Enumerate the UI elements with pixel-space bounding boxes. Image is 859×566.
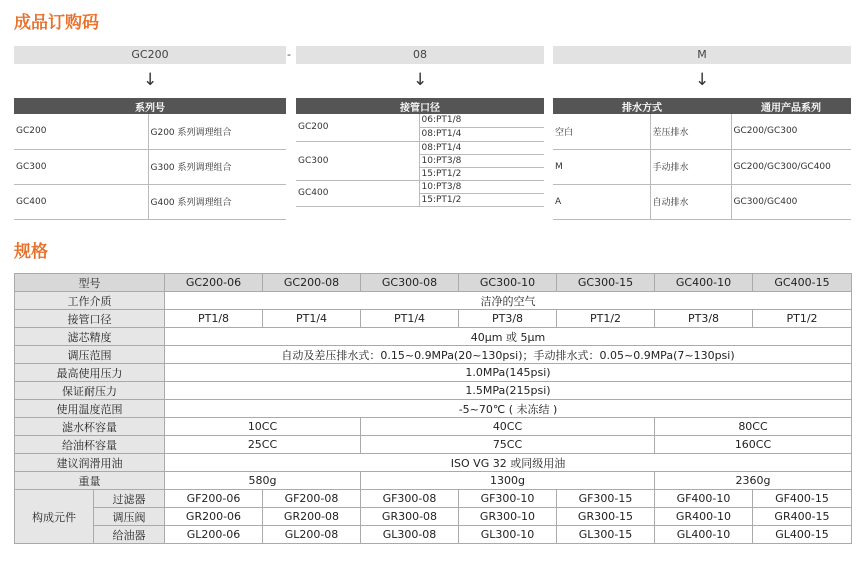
table-row [15,310,852,328]
spec-table [14,273,852,544]
port-option: 08:PT1/4 [419,127,544,141]
table-row [15,436,852,454]
spec-port: PT3/8 [655,310,753,328]
table-row [15,346,852,364]
spec-component-model: GL400-10 [655,526,753,544]
spec-component-model: GF400-10 [655,490,753,508]
spec-model-label: 型号 [15,274,165,292]
table-row [15,508,852,526]
spec-weight: 1300g [361,472,655,490]
series-table-header: 系列号 [14,98,286,114]
table-row [15,364,852,382]
spec-proof-label: 保证耐压力 [15,382,165,400]
spec-bowl: 10CC [165,418,361,436]
drain-type: 自动排水 [650,184,731,219]
spec-range-label: 调压范围 [15,346,165,364]
table-row [553,149,851,184]
port-option: 10:PT3/8 [419,180,544,193]
drain-code: A [553,184,650,219]
port-option: 15:PT1/2 [419,193,544,206]
table-row [15,400,852,418]
code-box-series: GC200 [14,46,286,64]
series-code: GC200 [14,114,148,149]
port-option: 15:PT1/2 [419,167,544,180]
code-box-drain: M [553,46,851,64]
drain-code: M [553,149,650,184]
spec-component-label: 构成元件 [15,490,94,544]
spec-port: PT1/2 [557,310,655,328]
spec-component-name: 过滤器 [94,490,165,508]
port-table-header: 接管口径 [296,98,544,114]
drain-type: 差压排水 [650,114,731,149]
drain-table-header: 排水方式 [553,98,731,114]
arrow-down-icon: ↓ [143,70,158,90]
table-row [553,184,851,219]
port-series-code: GC400 [296,180,419,206]
spec-weight: 580g [165,472,361,490]
spec-lube: ISO VG 32 或同级用油 [165,454,852,472]
spec-component-model: GF400-15 [753,490,852,508]
spec-component-model: GF200-08 [263,490,361,508]
series-code: GC400 [14,184,148,219]
port-series-code: GC200 [296,114,419,141]
table-row [15,382,852,400]
spec-oil: 160CC [655,436,852,454]
table-row [15,274,852,292]
arrow-down-icon: ↓ [695,70,710,90]
table-row [15,454,852,472]
spec-port: PT1/4 [361,310,459,328]
series-code: GC300 [14,149,148,184]
spec-port: PT3/8 [459,310,557,328]
spec-oil-label: 给油杯容量 [15,436,165,454]
table-row [296,180,544,193]
spec-component-model: GL300-10 [459,526,557,544]
drain-series: GC300/GC400 [731,184,851,219]
drain-code: 空白 [553,114,650,149]
table-row [15,472,852,490]
port-table [296,98,544,207]
spec-title: 规格 [14,242,48,262]
code-dash: - [287,48,291,61]
table-row [296,141,544,154]
spec-component-model: GF300-15 [557,490,655,508]
code-box-port: 08 [296,46,544,64]
spec-model: GC300-08 [361,274,459,292]
spec-component-model: GL200-08 [263,526,361,544]
spec-oil: 25CC [165,436,361,454]
spec-medium: 洁净的空气 [165,292,852,310]
series-desc: G200 系列调理组合 [148,114,286,149]
spec-port-label: 接管口径 [15,310,165,328]
table-row [15,292,852,310]
drain-series: GC200/GC300/GC400 [731,149,851,184]
spec-bowl-label: 滤水杯容量 [15,418,165,436]
spec-oil: 75CC [361,436,655,454]
spec-component-model: GR300-10 [459,508,557,526]
spec-model: GC300-10 [459,274,557,292]
spec-max-pressure: 1.0MPa(145psi) [165,364,852,382]
spec-medium-label: 工作介质 [15,292,165,310]
spec-component-name: 调压阀 [94,508,165,526]
spec-max-pressure-label: 最高使用压力 [15,364,165,382]
spec-model: GC200-08 [263,274,361,292]
spec-component-model: GR400-15 [753,508,852,526]
spec-component-model: GF200-06 [165,490,263,508]
spec-component-model: GL200-06 [165,526,263,544]
port-series-code: GC300 [296,141,419,180]
spec-proof: 1.5MPa(215psi) [165,382,852,400]
spec-port: PT1/8 [165,310,263,328]
table-row [296,114,544,127]
order-code-title: 成品订购码 [14,13,99,33]
table-row [15,418,852,436]
port-option: 06:PT1/8 [419,114,544,127]
series-desc: G400 系列调理组合 [148,184,286,219]
spec-component-model: GR300-08 [361,508,459,526]
spec-component-model: GF300-08 [361,490,459,508]
spec-component-model: GR400-10 [655,508,753,526]
spec-component-name: 给油器 [94,526,165,544]
spec-component-model: GR200-06 [165,508,263,526]
spec-range: 自动及差压排水式：0.15~0.9MPa(20~130psi)；手动排水式：0.05~0.9MPa(7~130psi) [165,346,852,364]
table-row [15,526,852,544]
spec-model: GC200-06 [165,274,263,292]
arrow-down-icon: ↓ [413,70,428,90]
spec-component-model: GL300-15 [557,526,655,544]
spec-component-model: GL300-08 [361,526,459,544]
spec-bowl: 40CC [361,418,655,436]
table-row [15,328,852,346]
port-option: 08:PT1/4 [419,141,544,154]
spec-model: GC400-10 [655,274,753,292]
table-row [14,114,286,149]
spec-temp: -5~70℃ ( 未冻结 ) [165,400,852,418]
spec-component-model: GR200-08 [263,508,361,526]
series-desc: G300 系列调理组合 [148,149,286,184]
spec-component-model: GR300-15 [557,508,655,526]
table-row [14,184,286,219]
spec-filter-label: 滤芯精度 [15,328,165,346]
spec-model: GC300-15 [557,274,655,292]
spec-port: PT1/2 [753,310,852,328]
spec-filter: 40μm 或 5μm [165,328,852,346]
table-row [15,490,852,508]
table-row [553,114,851,149]
drain-series-header: 通用产品系列 [731,98,851,114]
spec-bowl: 80CC [655,418,852,436]
spec-lube-label: 建议润滑用油 [15,454,165,472]
spec-model: GC400-15 [753,274,852,292]
port-option: 10:PT3/8 [419,154,544,167]
spec-weight-label: 重量 [15,472,165,490]
spec-weight: 2360g [655,472,852,490]
drain-table [553,98,851,220]
drain-series: GC200/GC300 [731,114,851,149]
spec-component-model: GL400-15 [753,526,852,544]
drain-type: 手动排水 [650,149,731,184]
spec-component-model: GF300-10 [459,490,557,508]
spec-temp-label: 使用温度范围 [15,400,165,418]
table-row [14,149,286,184]
spec-port: PT1/4 [263,310,361,328]
series-table [14,98,286,220]
